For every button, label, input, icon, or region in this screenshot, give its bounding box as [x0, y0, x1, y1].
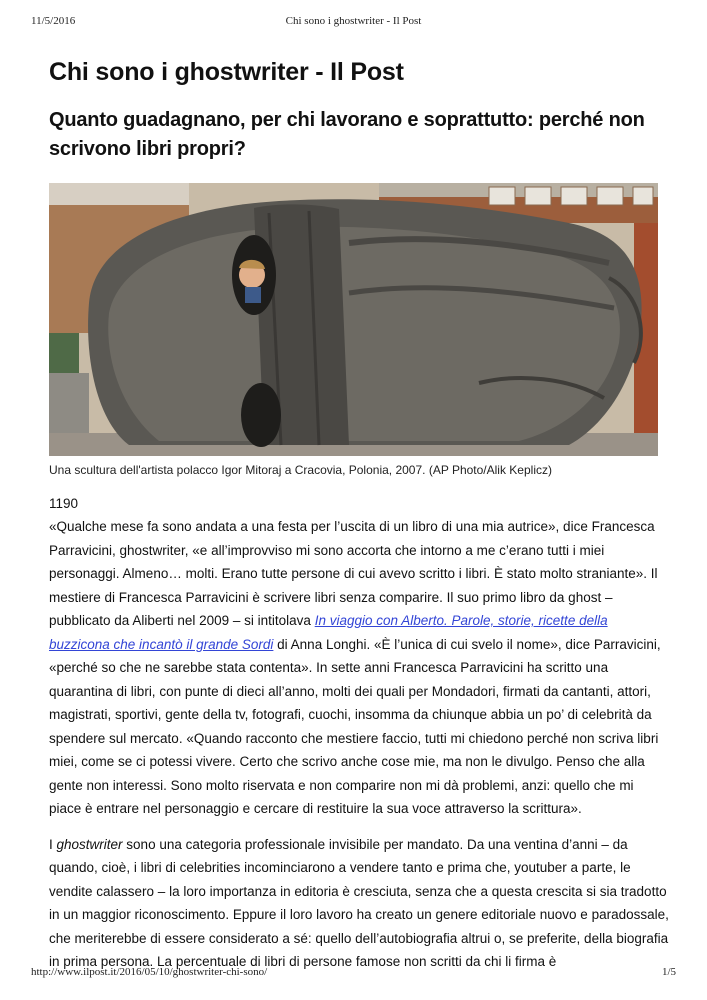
- article-photo: [49, 183, 658, 456]
- sculpture-photo: [49, 183, 658, 456]
- print-date: 11/5/2016: [31, 15, 76, 27]
- print-footer: [0, 966, 707, 982]
- paragraph-1: [49, 515, 669, 821]
- article-title: Chi sono i ghostwriter - Il Post: [49, 58, 404, 86]
- print-header: [0, 15, 707, 31]
- paragraph-2-text: sono una categoria professionale invisibile per mandato. Da una ventina d’anni – da quando, cioè, i libri di celebrities incominciarono a vendere tanto e prima che, youtuber a parte, le vendite calassero – la loro importanza in editoria è cresciuta, senza che a questa crescita si sia tradotto in un maggior riconoscimento. Eppure il loro lavoro ha creato un genere editoriale nuovo e paradossale, che meriterebbe di essere considerato a sé: quello dell’autobiografia altrui o, se preferite, della biografia in prima persona. La percentuale di libri di persone famose non scritti da chi li firma è: [49, 836, 669, 969]
- article: [49, 54, 669, 974]
- view-count: 1190: [49, 496, 79, 511]
- image-caption: Una scultura dell'artista polacco Igor Mitoraj a Cracovia, Polonia, 2007. (AP Photo/Alik Keplicz): [49, 463, 552, 477]
- paragraph-1-text-start: «Qualche mese fa sono andata a una festa per l’uscita di un libro di una mia autrice», dice Francesca Parravicini, ghostwriter, «e all’improvviso mi sono accorta che intorno a me c’erano tutti i miei personaggi. Almeno… molti. Erano tutte persone di cui avevo scritto i libri. È stato molto straniante». Il mestiere di Francesca Parravicini è scrivere libri senza comparire. Il suo primo libro da ghost – pubblicato da Aliberti nel 2009 – si intitolava: [49, 519, 658, 628]
- paragraph-1-text-end: di Anna Longhi. «È l’unica di cui svelo il nome», dice Parravicini, «perché so che ne sarebbe stata contenta». In sette anni Francesca Parravicini ha scritto una quarantina di libri, con punte di dieci all’anno, molti dei quali per Mondadori, firmati da cantanti, attori, magistrati, sportivi, gente della tv, fotografi, cuochi, insomma da chiunque abbia un po’ di celebrità da spendere sul mercato. «Quando racconto che mestiere faccio, tutti mi chiedono perché non scriva libri miei, come se ci potessi vivere. Certo che scrivo anche cose mie, ma non le divulgo. Penso che alla gente non interessi. Sono molto riservata e non comparire non mi dà problemi, anzi: quello che mi piace è entrare nel personaggio e cercare di restituire la sua voce attraverso la scrittura».: [49, 636, 661, 816]
- paragraph-2: [49, 833, 669, 974]
- paragraph-2-lead: I: [49, 836, 57, 852]
- print-url: http://www.ilpost.it/2016/05/10/ghostwriter-chi-sono/: [31, 966, 268, 978]
- article-subtitle: Quanto guadagnano, per chi lavorano e soprattutto: perché non scrivono libri propri?: [49, 109, 645, 160]
- ghostwriter-emphasis: ghostwriter: [56, 836, 123, 852]
- print-title: Chi sono i ghostwriter - Il Post: [285, 15, 422, 27]
- book-title-link[interactable]: In viaggio con Alberto. Parole, storie, ricette della buzzicona che incantò il grande Sordi: [49, 613, 608, 652]
- page-number: 1/5: [661, 966, 676, 978]
